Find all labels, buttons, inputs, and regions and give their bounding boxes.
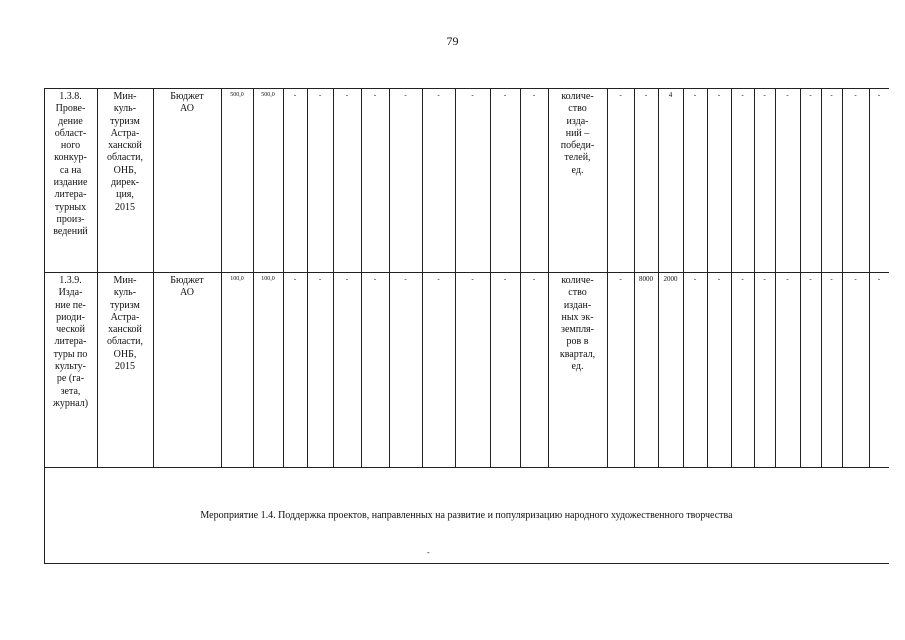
measure-name: 1.3.9. Изда- ние пе- риоди- ческой литера- туры по культу- ре (га- зета, журнал)	[52, 275, 89, 409]
row-border	[44, 272, 889, 273]
indicator-value: -	[693, 91, 697, 99]
indicator-value: 2000	[663, 275, 678, 283]
executor: Мин- куль- туризм Астра- ханской области, ОНБ, дирек- ция, 2015	[107, 91, 143, 213]
empty-cell: -	[404, 91, 407, 99]
funding-source: Бюджет АО	[170, 275, 204, 299]
empty-cell: -	[404, 275, 407, 283]
indicator-value: -	[830, 91, 833, 99]
empty-cell: -	[293, 91, 297, 99]
indicator-value: -	[619, 275, 622, 283]
funding-source: Бюджет АО	[170, 91, 204, 115]
page-number: 79	[446, 34, 459, 48]
indicator-value: -	[854, 91, 857, 99]
empty-cell: -	[318, 275, 322, 283]
empty-cell: -	[471, 91, 474, 99]
empty-cell: -	[471, 275, 474, 283]
indicator-name: количе- ство издан- ных эк- земпля- ров в квартал, ед.	[559, 275, 596, 373]
stray-dash: -	[427, 548, 430, 557]
indicator-value: -	[763, 275, 766, 283]
indicator-value: -	[877, 275, 881, 283]
indicator-value: 4	[668, 91, 673, 99]
table-bottom-border	[44, 563, 889, 564]
empty-cell: -	[318, 91, 322, 99]
empty-cell: -	[345, 275, 349, 283]
indicator-value: -	[741, 275, 744, 283]
amount-total: 100,0	[230, 276, 244, 282]
empty-cell: -	[373, 275, 377, 283]
row-border	[44, 467, 889, 468]
indicator-value: -	[786, 91, 789, 99]
empty-cell: -	[373, 91, 377, 99]
empty-cell: -	[532, 91, 536, 99]
executor: Мин- куль- туризм Астра- ханской области, ОНБ, 2015	[107, 275, 143, 373]
indicator-value: -	[854, 275, 857, 283]
indicator-value: -	[809, 275, 812, 283]
indicator-value: -	[877, 91, 881, 99]
indicator-value: -	[830, 275, 833, 283]
measure-name: 1.3.8. Прове- дение област- ного конкур- са на издание литера- турных произ- ведений	[53, 91, 88, 238]
amount-total: 500,0	[230, 92, 244, 98]
indicator-value: -	[786, 275, 789, 283]
indicator-value: -	[619, 91, 622, 99]
indicator-value: -	[717, 275, 721, 283]
empty-cell: -	[503, 275, 507, 283]
event-title: Мероприятие 1.4. Поддержка проектов, направленных на развитие и популяризацию народного художественного творчества	[200, 510, 733, 521]
indicator-value: -	[644, 91, 648, 99]
empty-cell: -	[532, 275, 536, 283]
empty-cell: -	[293, 275, 297, 283]
empty-cell: -	[503, 91, 507, 99]
indicator-value: -	[763, 91, 766, 99]
amount-year: 500,0	[261, 92, 275, 98]
amount-year: 100,0	[261, 276, 275, 282]
empty-cell: -	[437, 91, 440, 99]
empty-cell: -	[345, 91, 349, 99]
indicator-value: -	[809, 91, 812, 99]
indicator-value: -	[741, 91, 744, 99]
indicator-value: 8000	[639, 275, 653, 283]
indicator-value: -	[693, 275, 697, 283]
empty-cell: -	[437, 275, 440, 283]
indicator-name: количе- ство изда- ний – победи- телей, ед.	[560, 91, 595, 176]
indicator-value: -	[717, 91, 721, 99]
row-border	[44, 88, 889, 89]
